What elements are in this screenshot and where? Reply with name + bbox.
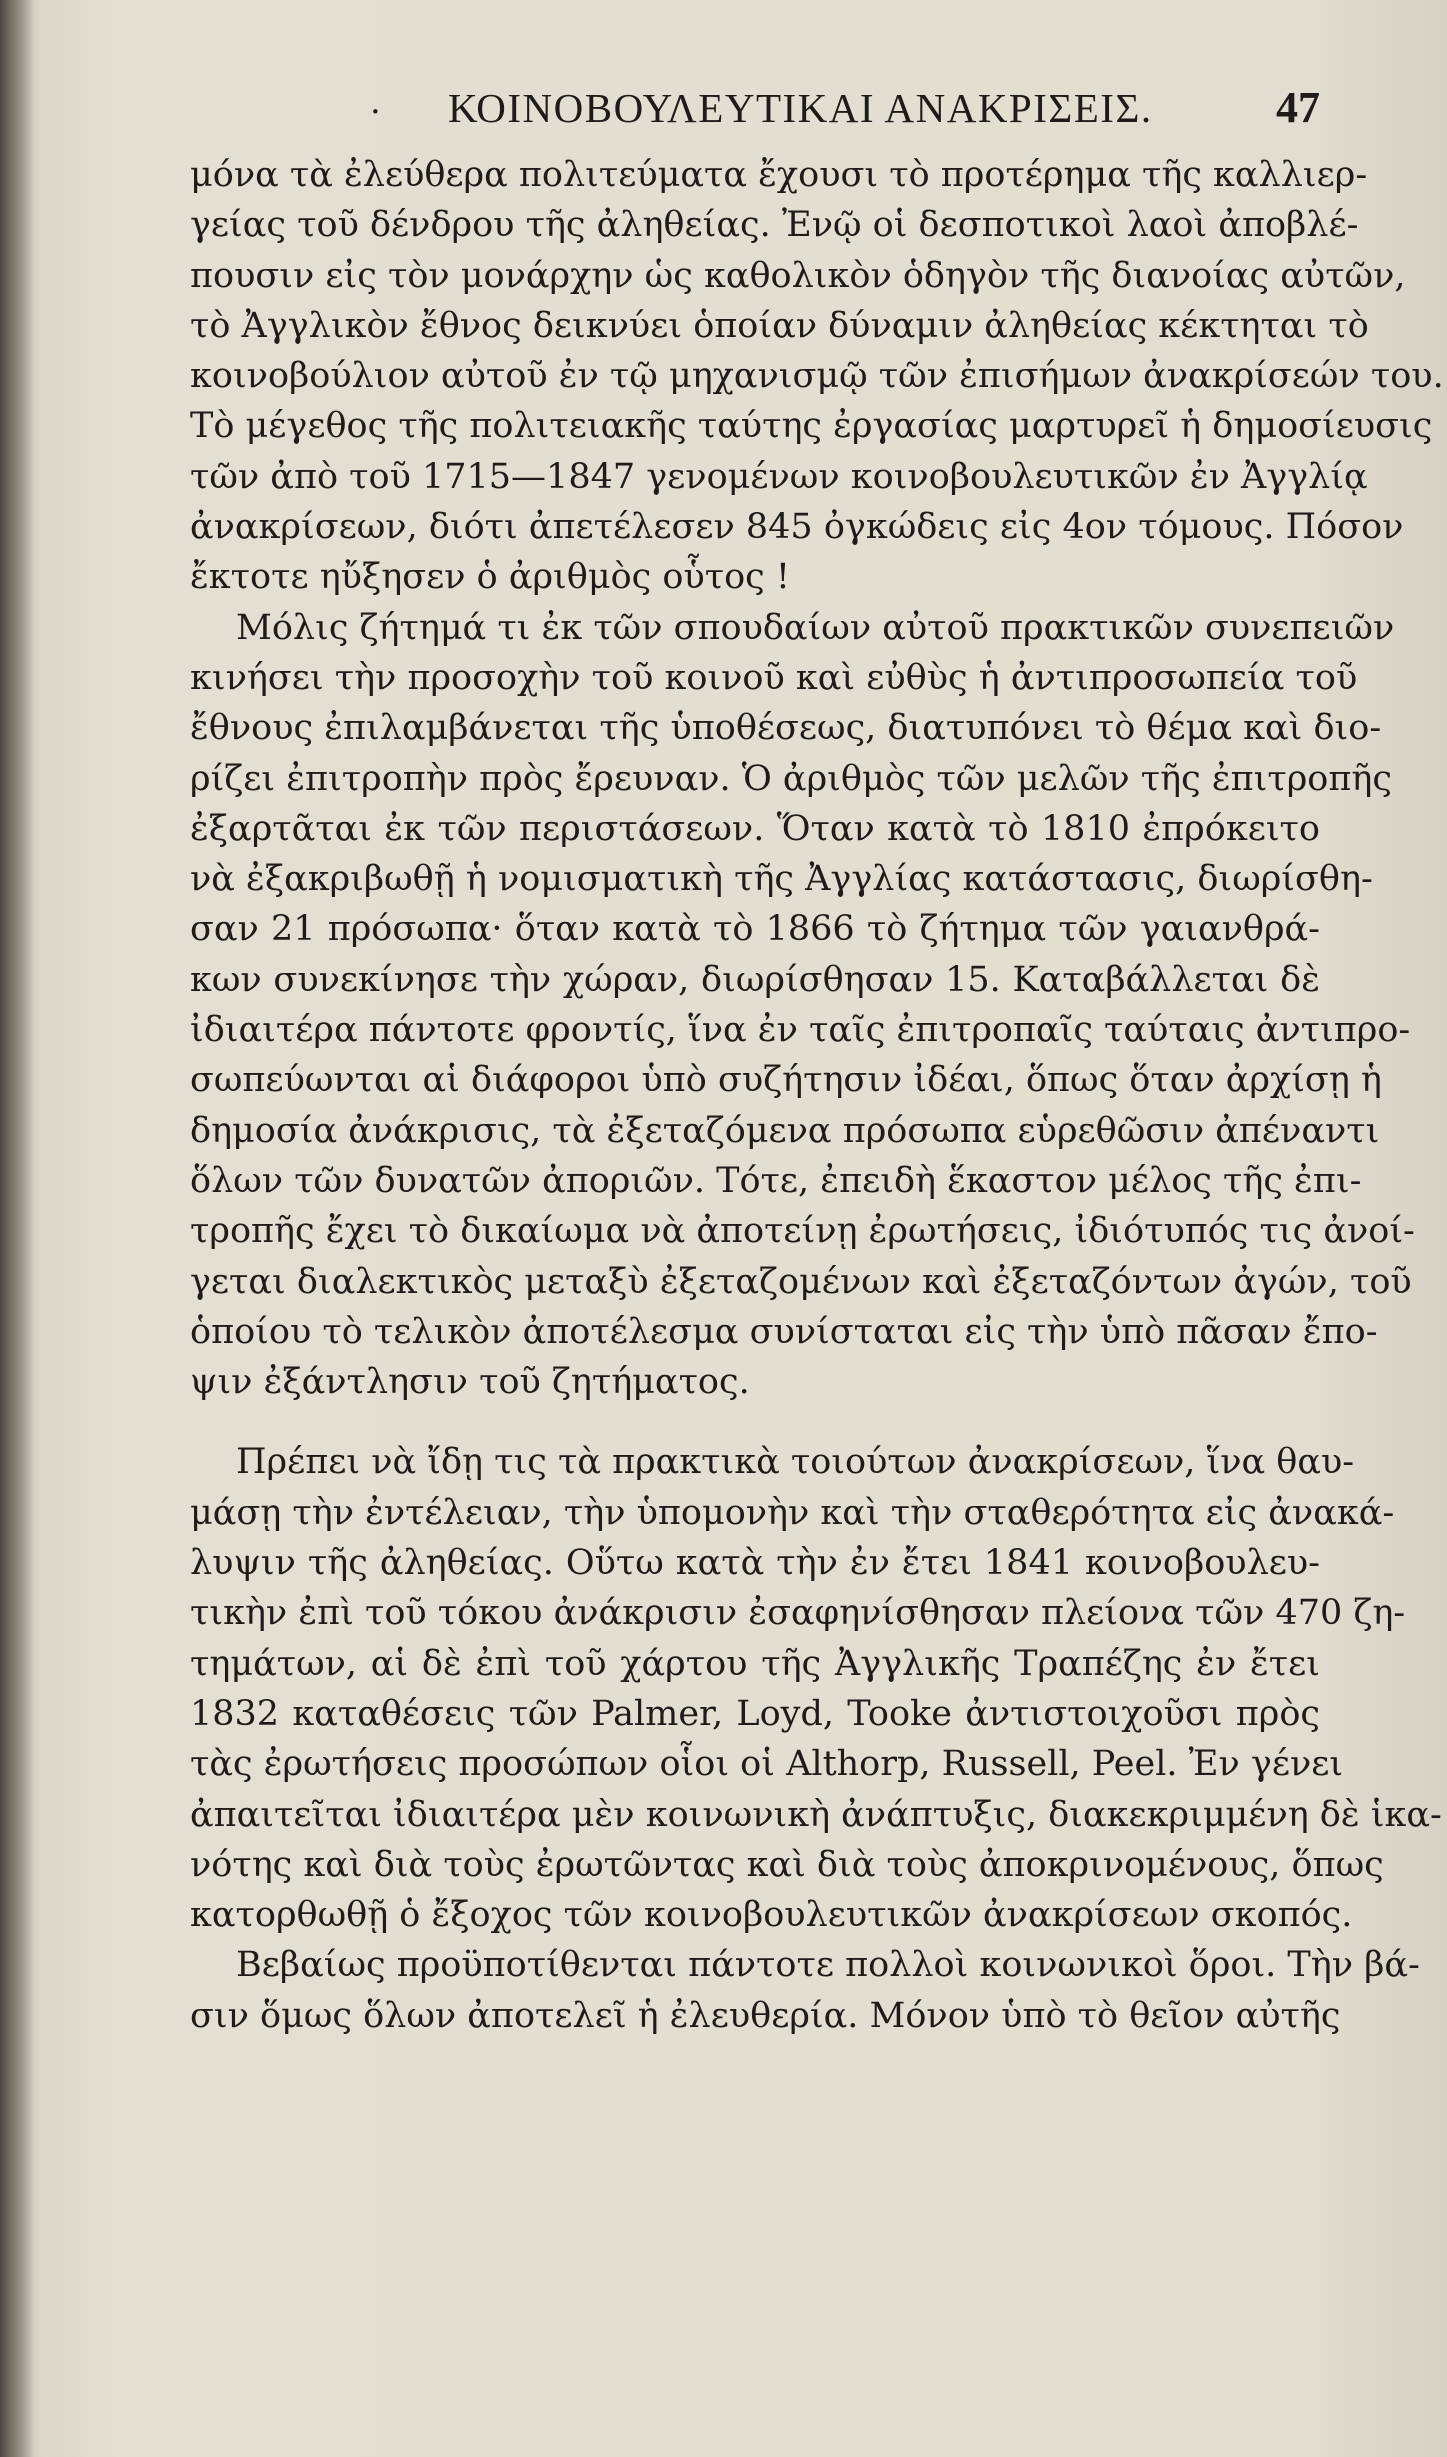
text-line: σωπεύωνται αἱ διάφοροι ὑπὸ συζήτησιν ἰδέαι, ὅπως ὅταν ἀρχίσῃ ἡ	[190, 1060, 1382, 1101]
text-line: Βεβαίως προϋποτίθενται πάντοτε πολλοὶ κοινωνικοὶ ὅροι. Τὴν βά-	[236, 1945, 1420, 1986]
body-text	[190, 150, 1444, 2390]
text-line: ἔθνους ἐπιλαμβάνεται τῆς ὑποθέσεως, διατυπόνει τὸ θέμα καὶ διο-	[190, 708, 1382, 749]
page-number: 47	[1276, 83, 1320, 132]
text-line: κινήσει τὴν προσοχὴν τοῦ κοινοῦ καὶ εὐθὺς ἡ ἀντιπροσωπεία τοῦ	[190, 657, 1358, 698]
paragraph-3	[190, 1437, 1442, 1940]
text-line: κων συνεκίνησε τὴν χώραν, διωρίσθησαν 15. Καταβάλλεται δὲ	[190, 959, 1320, 1000]
text-line: ψιν ἐξάντλησιν τοῦ ζητήματος.	[190, 1362, 750, 1403]
running-title: ΚΟΙΝΟΒΟΥΛΕΥΤΙΚΑΙ ΑΝΑΚΡΙΣΕΙΣ.	[448, 85, 1153, 131]
text-line: σαν 21 πρόσωπα· ὅταν κατὰ τὸ 1866 τὸ ζήτημα τῶν γαιανθρά-	[190, 909, 1320, 950]
text-line: πουσιν εἰς τὸν μονάρχην ὡς καθολικὸν ὁδηγὸν τῆς διανοίας αὐτῶν,	[190, 255, 1406, 296]
running-header	[190, 80, 1320, 150]
spine-shadow	[0, 0, 34, 2457]
text-line: νότης καὶ διὰ τοὺς ἐρωτῶντας καὶ διὰ τοὺς ἀποκρινομένους, ὅπως	[190, 1844, 1384, 1885]
text-line: σιν ὅμως ὅλων ἀποτελεῖ ἡ ἐλευθερία. Μόνον ὑπὸ τὸ θεῖον αὐτῆς	[190, 1995, 1341, 2036]
text-line: νὰ ἐξακριβωθῇ ἡ νομισματικὴ τῆς Ἀγγλίας κατάστασις, διωρίσθη-	[190, 859, 1373, 900]
text-line: μόνα τὰ ἐλεύθερα πολιτεύματα ἔχουσι τὸ προτέρημα τῆς καλλιερ-	[190, 155, 1368, 195]
header-dot: ·	[370, 92, 381, 132]
text-line: ἐξαρτᾶται ἐκ τῶν περιστάσεων. Ὅταν κατὰ τὸ 1810 ἐπρόκειτο	[190, 808, 1320, 849]
paragraph-1	[190, 150, 1444, 603]
text-line: τημάτων, αἱ δὲ ἐπὶ τοῦ χάρτου τῆς Ἀγγλικῆς Τραπέζης ἐν ἔτει	[190, 1643, 1320, 1684]
text-line: ἔκτοτε ηὔξησεν ὁ ἀριθμὸς οὗτος !	[190, 557, 790, 598]
text-line: ὁποίου τὸ τελικὸν ἀποτέλεσμα συνίσταται εἰς τὴν ὑπὸ πᾶσαν ἔπο-	[190, 1311, 1378, 1352]
text-line: κατορθωθῇ ὁ ἔξοχος τῶν κοινοβουλευτικῶν ἀνακρίσεων σκοπός.	[190, 1895, 1353, 1936]
paragraph-gap	[190, 1407, 1320, 1437]
text-line: τὰς ἐρωτήσεις προσώπων οἷοι οἱ Althorp, Russell, Peel. Ἐν γένει	[190, 1744, 1344, 1785]
text-line: τὸ Ἀγγλικὸν ἔθνος δεικνύει ὁποίαν δύναμιν ἀληθείας κέκτηται τὸ	[190, 305, 1369, 346]
text-line: Πρέπει νὰ ἴδῃ τις τὰ πρακτικὰ τοιούτων ἀνακρίσεων, ἵνα θαυ-	[236, 1442, 1355, 1483]
text-line: Τὸ μέγεθος τῆς πολιτειακῆς ταύτης ἐργασίας μαρτυρεῖ ἡ δημοσίευσις	[190, 406, 1433, 447]
text-line: Μόλις ζήτημά τι ἐκ τῶν σπουδαίων αὐτοῦ πρακτικῶν συνεπειῶν	[236, 607, 1395, 648]
text-line: τικὴν ἐπὶ τοῦ τόκου ἀνάκρισιν ἐσαφηνίσθησαν πλείονα τῶν 470 ζη-	[190, 1593, 1406, 1634]
paragraph-4	[190, 1940, 1420, 2041]
text-line: γείας τοῦ δένδρου τῆς ἀληθείας. Ἐνῷ οἱ δεσποτικοὶ λαοὶ ἀποβλέ-	[190, 205, 1359, 246]
text-line: λυψιν τῆς ἀληθείας. Οὕτω κατὰ τὴν ἐν ἔτει 1841 κοινοβουλευ-	[190, 1543, 1320, 1584]
text-line: δημοσία ἀνάκρισις, τὰ ἐξεταζόμενα πρόσωπα εὑρεθῶσιν ἀπέναντι	[190, 1110, 1380, 1151]
text-line: 1832 καταθέσεις τῶν Palmer, Loyd, Tooke ἀντιστοιχοῦσι πρὸς	[190, 1693, 1320, 1734]
text-line: ἀνακρίσεων, διότι ἀπετέλεσεν 845 ὀγκώδεις εἰς 4ον τόμους. Πόσον	[190, 507, 1404, 548]
text-line: ἀπαιτεῖται ἰδιαιτέρα μὲν κοινωνικὴ ἀνάπτυξις, διακεκριμμένη δὲ ἱκα-	[190, 1794, 1442, 1835]
text-line: τῶν ἀπὸ τοῦ 1715—1847 γενομένων κοινοβουλευτικῶν ἐν Ἀγγλίᾳ	[190, 456, 1368, 497]
text-line: ἰδιαιτέρα πάντοτε φροντίς, ἵνα ἐν ταῖς ἐπιτροπαῖς ταύταις ἀντιπρο-	[190, 1010, 1411, 1051]
text-line: μάσῃ τὴν ἐντέλειαν, τὴν ὑπομονὴν καὶ τὴν σταθερότητα εἰς ἀνακά-	[190, 1492, 1395, 1533]
paragraph-2	[190, 603, 1415, 1408]
text-line: γεται διαλεκτικὸς μεταξὺ ἐξεταζομένων καὶ ἐξεταζόντων ἀγών, τοῦ	[190, 1261, 1412, 1302]
text-line: ὅλων τῶν δυνατῶν ἀποριῶν. Τότε, ἐπειδὴ ἕκαστον μέλος τῆς ἐπι-	[190, 1160, 1362, 1201]
text-line: ρίζει ἐπιτροπὴν πρὸς ἔρευναν. Ὁ ἀριθμὸς τῶν μελῶν τῆς ἐπιτροπῆς	[190, 758, 1392, 799]
text-line: κοινοβούλιον αὐτοῦ ἐν τῷ μηχανισμῷ τῶν ἐπισήμων ἀνακρίσεών του.	[190, 356, 1444, 397]
text-line: τροπῆς ἔχει τὸ δικαίωμα νὰ ἀποτείνῃ ἐρωτήσεις, ἰδιότυπός τις ἀνοί-	[190, 1211, 1415, 1252]
